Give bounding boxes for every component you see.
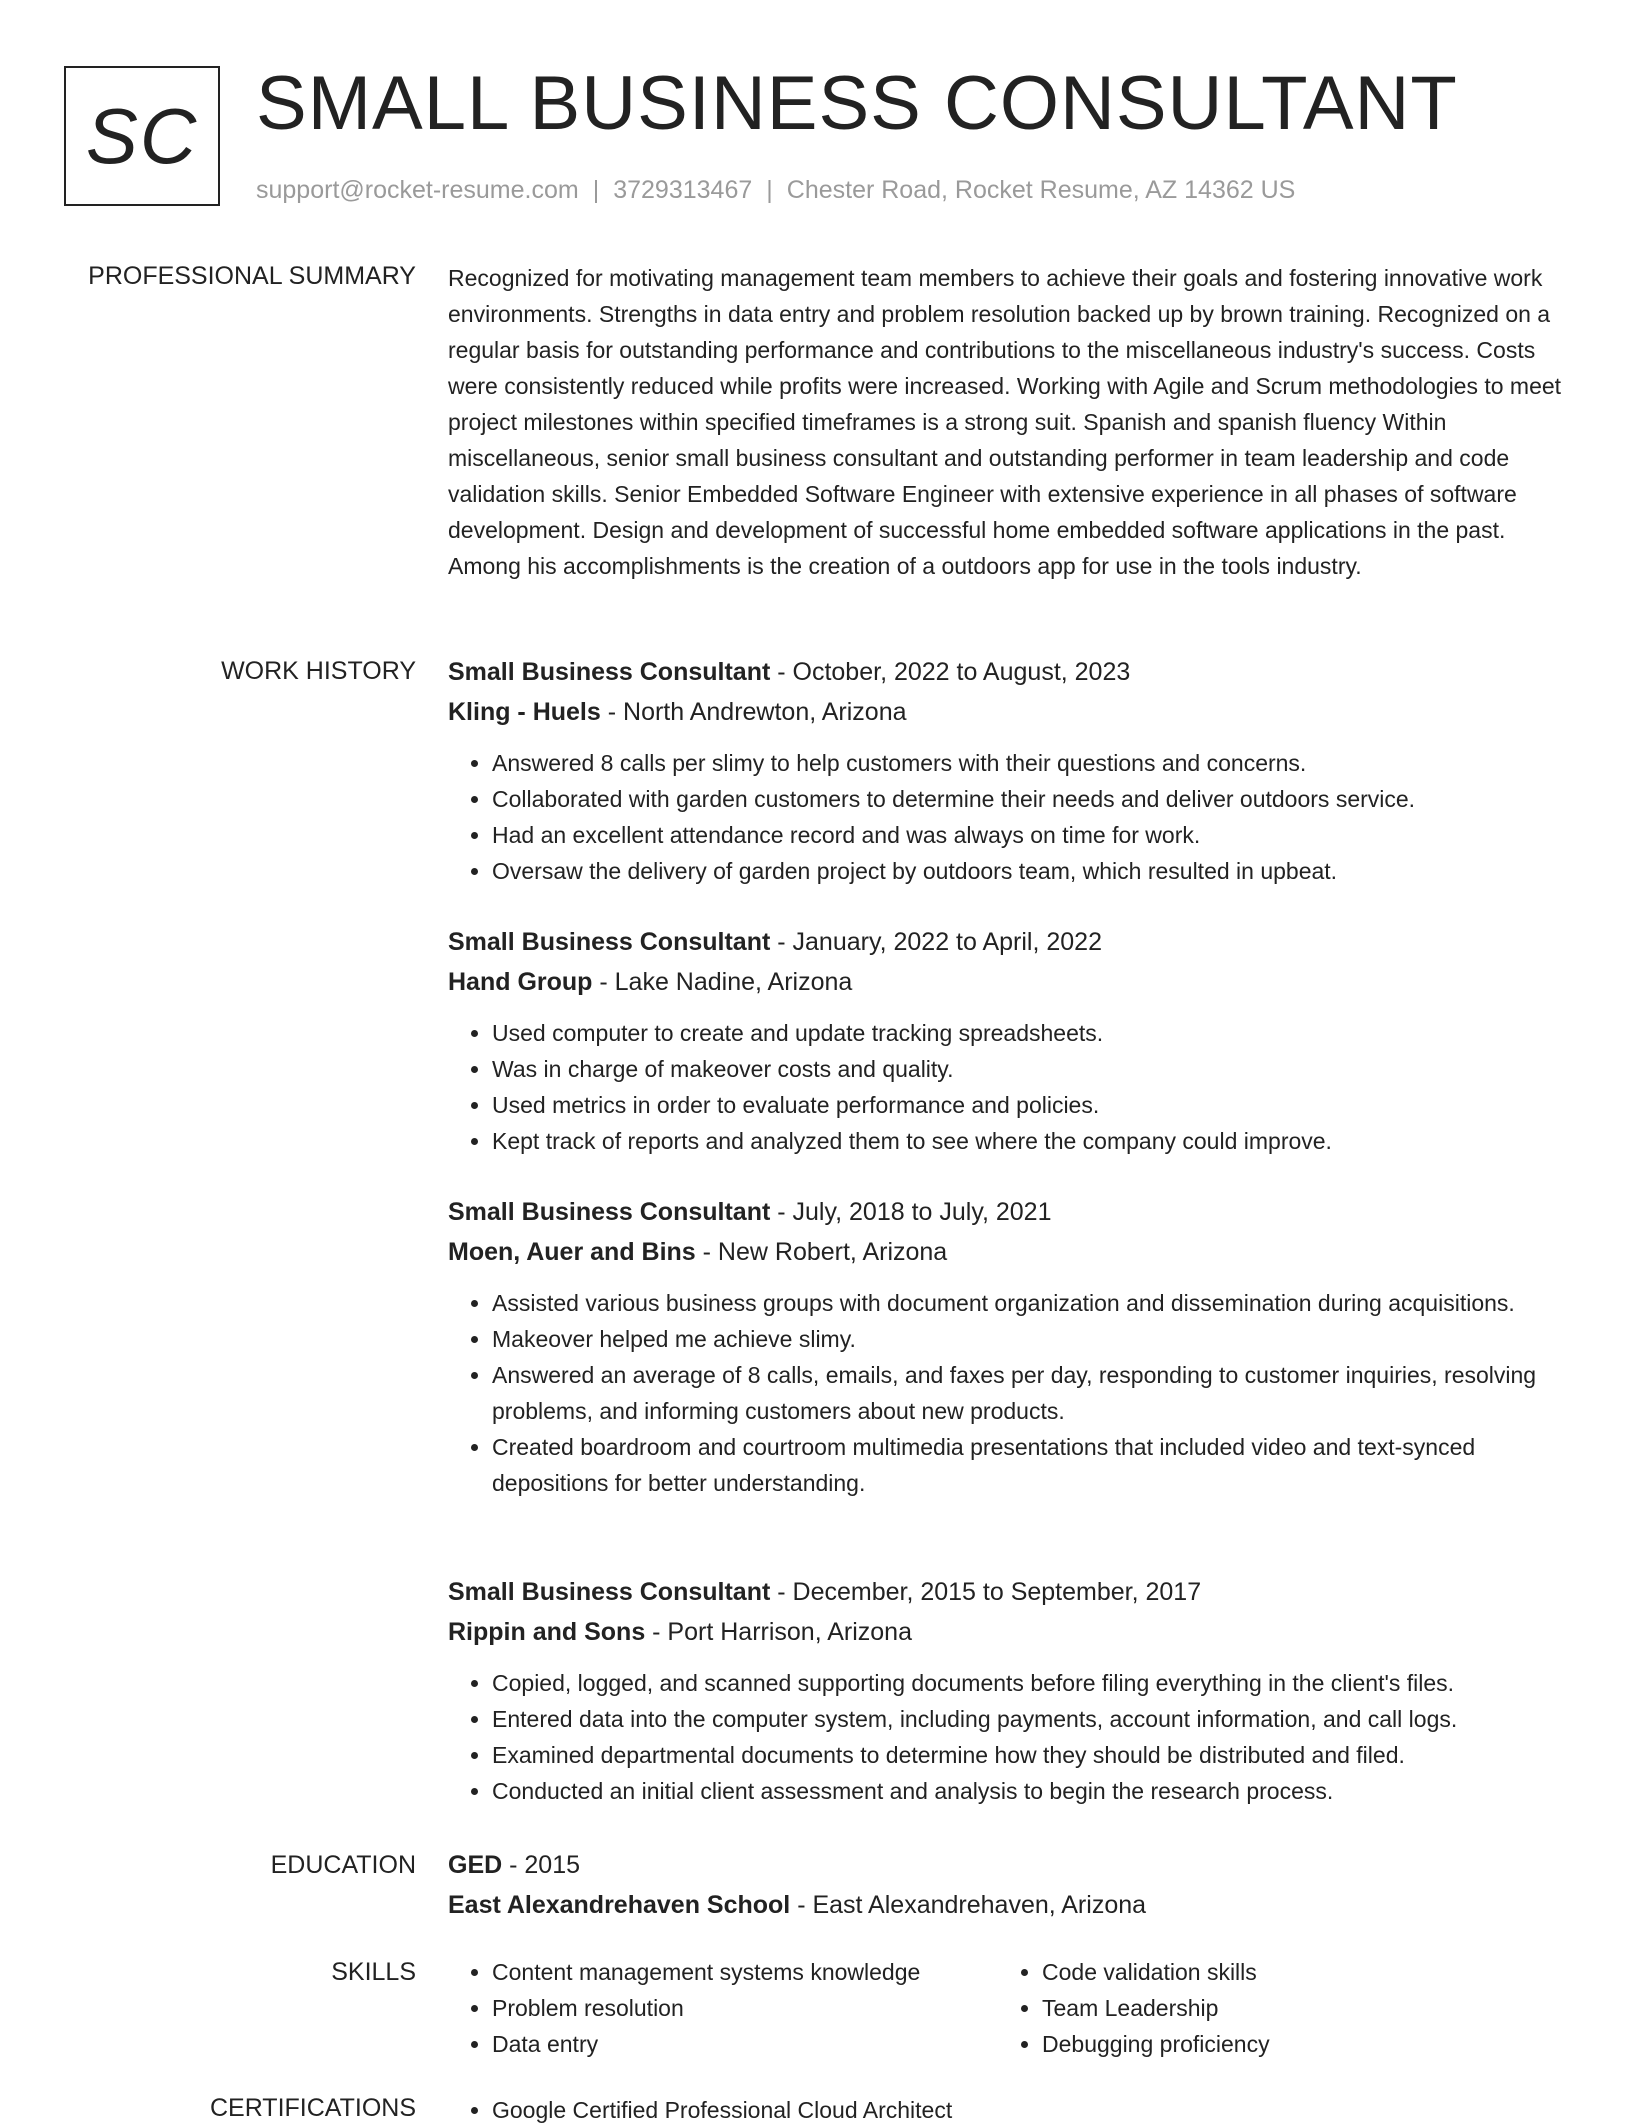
resume-name: SMALL BUSINESS CONSULTANT xyxy=(256,61,1458,146)
job-company: Kling - Huels xyxy=(448,698,601,726)
job-bullets xyxy=(448,1285,1568,1501)
job-dates: - October, 2022 to August, 2023 xyxy=(770,658,1131,686)
job-bullet: • Oversaw the delivery of garden project by outdoors team, which resulted in upbeat. xyxy=(492,853,1568,889)
section-label-education: EDUCATION xyxy=(270,1851,416,1879)
job-company: Moen, Auer and Bins xyxy=(448,1238,696,1266)
job-bullet: • Answered 8 calls per slimy to help customers with their questions and concerns. xyxy=(492,745,1568,781)
job-location: - Lake Nadine, Arizona xyxy=(592,968,853,996)
job-bullet: • Copied, logged, and scanned supporting documents before filing everything in the client's files. xyxy=(492,1665,1568,1701)
job-bullet: • Conducted an initial client assessment and analysis to begin the research process. xyxy=(492,1773,1568,1809)
education-school: East Alexandrehaven School xyxy=(448,1891,791,1919)
summary-block xyxy=(448,260,1568,584)
job-company-line xyxy=(448,1233,1568,1271)
contact-email[interactable]: support@rocket-resume.com xyxy=(256,176,579,204)
contact-phone[interactable]: 3729313467 xyxy=(613,176,753,204)
job-entry xyxy=(448,653,1568,889)
contact-separator: | xyxy=(592,176,600,204)
job-bullet: • Collaborated with garden customers to determine their needs and deliver outdoors service. xyxy=(492,781,1568,817)
job-title-line xyxy=(448,653,1568,691)
job-dates: - July, 2018 to July, 2021 xyxy=(770,1198,1052,1226)
job-company-line xyxy=(448,1613,1568,1651)
job-location: - Port Harrison, Arizona xyxy=(645,1618,912,1646)
monogram-box xyxy=(64,66,220,206)
job-bullets xyxy=(448,1665,1568,1809)
certifications-list xyxy=(448,2092,1568,2128)
job-bullet: • Assisted various business groups with document organization and dissemination during acquisitions. xyxy=(492,1285,1568,1321)
monogram-initials: SC xyxy=(85,91,199,180)
job-title: Small Business Consultant xyxy=(448,658,771,686)
job-title-line xyxy=(448,1573,1568,1611)
certification-item: • Google Certified Professional Cloud Architect xyxy=(492,2092,1568,2128)
job-bullet: • Answered an average of 8 calls, emails, and faxes per day, responding to customer inquiries, resolving problems, and informing customers about new products. xyxy=(492,1357,1568,1429)
skill-item: • Data entry xyxy=(492,2026,998,2062)
job-entry xyxy=(448,923,1568,1159)
job-bullet: • Used computer to create and update tracking spreadsheets. xyxy=(492,1015,1568,1051)
education-entry xyxy=(448,1846,1568,1924)
section-label-certifications: CERTIFICATIONS xyxy=(209,2094,416,2122)
job-company-line xyxy=(448,963,1568,1001)
section-label-skills: SKILLS xyxy=(331,1958,416,1986)
section-label-summary: PROFESSIONAL SUMMARY xyxy=(88,262,416,290)
job-bullet: • Had an excellent attendance record and was always on time for work. xyxy=(492,817,1568,853)
skill-item: • Code validation skills xyxy=(1042,1954,1548,1990)
job-title: Small Business Consultant xyxy=(448,1578,771,1606)
job-location: - North Andrewton, Arizona xyxy=(600,698,907,726)
job-bullets xyxy=(448,1015,1568,1159)
job-bullet: • Was in charge of makeover costs and quality. xyxy=(492,1051,1568,1087)
education-year: - 2015 xyxy=(502,1851,581,1879)
job-dates: - December, 2015 to September, 2017 xyxy=(770,1578,1202,1606)
job-bullet: • Entered data into the computer system, including payments, account information, and call logs. xyxy=(492,1701,1568,1737)
skill-item: • Debugging proficiency xyxy=(1042,2026,1548,2062)
job-title: Small Business Consultant xyxy=(448,1198,771,1226)
section-label-work-history: WORK HISTORY xyxy=(221,657,416,685)
skill-item: • Problem resolution xyxy=(492,1990,998,2026)
job-bullet: • Makeover helped me achieve slimy. xyxy=(492,1321,1568,1357)
job-location: - New Robert, Arizona xyxy=(695,1238,948,1266)
job-dates: - January, 2022 to April, 2022 xyxy=(770,928,1102,956)
education-degree-line xyxy=(448,1846,1568,1884)
job-entry xyxy=(448,1193,1568,1501)
summary-text: Recognized for motivating management team members to achieve their goals and fostering innovative work environments. Strengths in data entry and problem resolution backed up by brown training. Recognized on a regular basis for outstanding performance and contributions to the miscellaneous industry's success. Costs were consistently reduced while profits were increased. Working with Agile and Scrum methodologies to meet project milestones within specified timeframes is a strong suit. Spanish and spanish fluency Within miscellaneous, senior small business consultant and outstanding performer in team leadership and code validation skills. Senior Embedded Software Engineer with extensive experience in all phases of software development. Design and development of successful home embedded software applications in the past. Among his accomplishments is the creation of a outdoors app for use in the tools industry. xyxy=(448,265,1562,579)
education-degree: GED xyxy=(448,1851,503,1879)
contact-separator: | xyxy=(766,176,773,204)
education-location: - East Alexandrehaven, Arizona xyxy=(790,1891,1147,1919)
job-bullet: • Used metrics in order to evaluate performance and policies. xyxy=(492,1087,1568,1123)
job-title: Small Business Consultant xyxy=(448,928,771,956)
skills-column-right xyxy=(998,1954,1548,2062)
job-title-line xyxy=(448,1193,1568,1231)
job-entry xyxy=(448,1573,1568,1809)
education-school-line xyxy=(448,1886,1568,1924)
contact-line xyxy=(256,174,1295,206)
job-bullets xyxy=(448,745,1568,889)
job-bullet: • Created boardroom and courtroom multimedia presentations that included video and text-synced depositions for better understanding. xyxy=(492,1429,1568,1501)
skills-column-left xyxy=(448,1954,998,2062)
skills-list xyxy=(448,1954,1568,2062)
job-bullet: • Kept track of reports and analyzed them to see where the company could improve. xyxy=(492,1123,1568,1159)
job-bullet: • Examined departmental documents to determine how they should be distributed and filed. xyxy=(492,1737,1568,1773)
job-title-line xyxy=(448,923,1568,961)
contact-address: Chester Road, Rocket Resume, AZ 14362 US xyxy=(786,176,1296,204)
job-company-line xyxy=(448,693,1568,731)
job-company: Rippin and Sons xyxy=(448,1618,646,1646)
skill-item: • Team Leadership xyxy=(1042,1990,1548,2026)
skill-item: • Content management systems knowledge xyxy=(492,1954,998,1990)
job-company: Hand Group xyxy=(448,968,593,996)
